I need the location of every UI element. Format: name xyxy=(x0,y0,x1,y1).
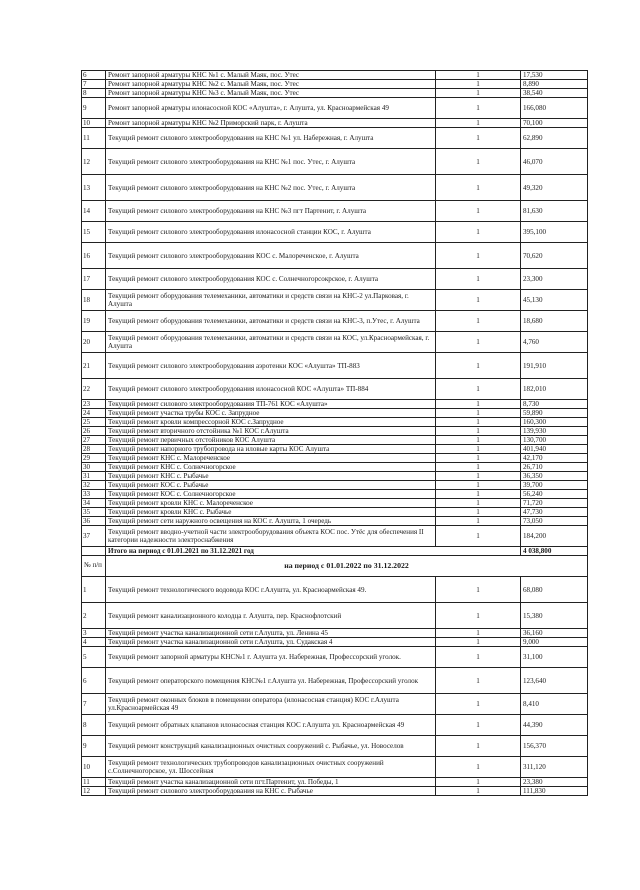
work-description: Текущий ремонт силового электрооборудования илонасосной станции КОС, г. Алушта xyxy=(106,222,436,243)
quantity: 1 xyxy=(436,379,521,400)
quantity: 1 xyxy=(436,71,521,80)
quantity: 1 xyxy=(436,418,521,427)
table-row xyxy=(82,629,588,638)
work-description: Текущий ремонт КНС с. Солнечногорское xyxy=(106,463,436,472)
table-row xyxy=(82,128,588,149)
repair-works-table xyxy=(81,70,588,796)
table-row xyxy=(82,149,588,175)
amount: 73,050 xyxy=(521,517,588,526)
amount: 23,380 xyxy=(521,778,588,787)
table-row xyxy=(82,715,588,736)
amount: 26,710 xyxy=(521,463,588,472)
work-description: Текущий ремонт участка канализационной сети г.Алушта, ул. Ленина 45 xyxy=(106,629,436,638)
row-number: 9 xyxy=(82,98,106,119)
table-row xyxy=(82,201,588,222)
quantity: 1 xyxy=(436,454,521,463)
work-description: Текущий ремонт силового электрооборудования на КНС с. Рыбачье xyxy=(106,787,436,796)
amount: 46,070 xyxy=(521,149,588,175)
table-row xyxy=(82,427,588,436)
table-row xyxy=(82,243,588,269)
amount: 45,130 xyxy=(521,290,588,311)
quantity: 1 xyxy=(436,715,521,736)
work-description: Текущий ремонт обратных клапанов илонасосная станция КОС г.Алушта ул. Красноармейская 49 xyxy=(106,715,436,736)
quantity: 1 xyxy=(436,668,521,694)
amount: 59,890 xyxy=(521,409,588,418)
amount: 49,320 xyxy=(521,175,588,201)
quantity: 1 xyxy=(436,80,521,89)
quantity: 1 xyxy=(436,463,521,472)
quantity: 1 xyxy=(436,736,521,757)
quantity: 1 xyxy=(436,98,521,119)
row-number: 12 xyxy=(82,149,106,175)
quantity: 1 xyxy=(436,400,521,409)
amount: 156,370 xyxy=(521,736,588,757)
row-number: 30 xyxy=(82,463,106,472)
row-number: 10 xyxy=(82,119,106,128)
amount: 184,200 xyxy=(521,526,588,547)
row-number: 31 xyxy=(82,472,106,481)
row-number: 35 xyxy=(82,508,106,517)
row-number: 20 xyxy=(82,332,106,353)
amount: 15,380 xyxy=(521,603,588,629)
work-description: Текущий ремонт кровли компрессорной КОС с.Запрудное xyxy=(106,418,436,427)
table-row xyxy=(82,445,588,454)
table-row xyxy=(82,647,588,668)
row-number: 24 xyxy=(82,409,106,418)
table-row xyxy=(82,577,588,603)
row-number: 32 xyxy=(82,481,106,490)
quantity: 1 xyxy=(436,222,521,243)
work-description: Текущий ремонт операторского помещения КНС№1 г.Алушта ул. Набережная, Профессорский уголок xyxy=(106,668,436,694)
table-row xyxy=(82,400,588,409)
period-title: на период с 01.01.2022 по 31.12.2022 xyxy=(106,556,588,577)
quantity: 1 xyxy=(436,629,521,638)
row-number: 23 xyxy=(82,400,106,409)
work-description: Текущий ремонт сети наружного освещения на КОС г. Алушта, 1 очередь xyxy=(106,517,436,526)
work-description: Текущий ремонт оборудования телемеханики, автоматики и средств связи на КОС, ул.Красноармейская, г. Алушта xyxy=(106,332,436,353)
total-label: Итого на период с 01.01.2021 по 31.12.2021 год xyxy=(106,547,521,556)
amount: 395,100 xyxy=(521,222,588,243)
amount: 123,640 xyxy=(521,668,588,694)
row-number: 11 xyxy=(82,778,106,787)
amount: 8,730 xyxy=(521,400,588,409)
total-value: 4 038,800 xyxy=(521,547,588,556)
work-description: Текущий ремонт участка канализационной сети пгт.Партенит, ул. Победы, 1 xyxy=(106,778,436,787)
row-number: 25 xyxy=(82,418,106,427)
table-row xyxy=(82,638,588,647)
row-number: 34 xyxy=(82,499,106,508)
quantity: 1 xyxy=(436,445,521,454)
amount: 70,620 xyxy=(521,243,588,269)
amount: 70,100 xyxy=(521,119,588,128)
row-number: 15 xyxy=(82,222,106,243)
table-row xyxy=(82,778,588,787)
table-row xyxy=(82,332,588,353)
quantity: 1 xyxy=(436,517,521,526)
quantity: 1 xyxy=(436,481,521,490)
work-description: Текущий ремонт силового электрооборудования КОС с. Солнечногорсокрское, г. Алушта xyxy=(106,269,436,290)
total-row xyxy=(82,547,588,556)
amount: 111,830 xyxy=(521,787,588,796)
table-row xyxy=(82,454,588,463)
empty-cell xyxy=(82,547,106,556)
amount: 9,000 xyxy=(521,638,588,647)
quantity: 1 xyxy=(436,472,521,481)
work-description: Текущий ремонт вторичного отстойника №1 КОС г.Алушта xyxy=(106,427,436,436)
table-row xyxy=(82,175,588,201)
work-description: Текущий ремонт напорного трубопровода на иловые карты КОС Алушта xyxy=(106,445,436,454)
row-number: 6 xyxy=(82,71,106,80)
amount: 47,730 xyxy=(521,508,588,517)
rows-2021 xyxy=(82,71,588,556)
table-row xyxy=(82,222,588,243)
work-description: Текущий ремонт КНС с. Малореченское xyxy=(106,454,436,463)
row-number: 14 xyxy=(82,201,106,222)
amount: 17,530 xyxy=(521,71,588,80)
row-number: 6 xyxy=(82,668,106,694)
row-number: 28 xyxy=(82,445,106,454)
table-row xyxy=(82,269,588,290)
work-description: Текущий ремонт оборудования телемеханики, автоматики и средств связи на КНС-2 ул.Парковая, г. Алушта xyxy=(106,290,436,311)
quantity: 1 xyxy=(436,89,521,98)
work-description: Ремонт запорной арматуры КНС №2 Приморский парк, г. Алушта xyxy=(106,119,436,128)
amount: 56,240 xyxy=(521,490,588,499)
work-description: Текущий ремонт запорной арматуры КНС№1 г. Алушта ул. Набережная, Профессорский уголок. xyxy=(106,647,436,668)
amount: 8,410 xyxy=(521,694,588,715)
row-number: 7 xyxy=(82,80,106,89)
quantity: 1 xyxy=(436,499,521,508)
amount: 44,390 xyxy=(521,715,588,736)
quantity: 1 xyxy=(436,427,521,436)
table-row xyxy=(82,98,588,119)
rows-2022 xyxy=(82,556,588,796)
table-row xyxy=(82,409,588,418)
work-description: Текущий ремонт оборудования телемеханики, автоматики и средств связи на КНС-3, п.Утес, г. Алушта xyxy=(106,311,436,332)
amount: 166,080 xyxy=(521,98,588,119)
quantity: 1 xyxy=(436,175,521,201)
amount: 4,760 xyxy=(521,332,588,353)
work-description: Текущий ремонт оконных блоков в помещении оператора (илонасосная станция) КОС г.Алушта ул.Красноармейская 49 xyxy=(106,694,436,715)
table-row xyxy=(82,694,588,715)
amount: 8,890 xyxy=(521,80,588,89)
quantity: 1 xyxy=(436,353,521,379)
table-row xyxy=(82,418,588,427)
quantity: 1 xyxy=(436,332,521,353)
row-number: 18 xyxy=(82,290,106,311)
row-number: 8 xyxy=(82,89,106,98)
table-row xyxy=(82,472,588,481)
quantity: 1 xyxy=(436,508,521,517)
work-description: Текущий ремонт технологических трубопроводов канализационных очистных сооружений с.Солнечногорское, ул. Шоссейная xyxy=(106,757,436,778)
work-description: Текущий ремонт силового электрооборудования КОС с. Малореченское, г. Алушта xyxy=(106,243,436,269)
row-number: 7 xyxy=(82,694,106,715)
work-description: Текущий ремонт участка канализационной сети г.Алушта, ул. Судакская 4 xyxy=(106,638,436,647)
table-row xyxy=(82,517,588,526)
amount: 36,160 xyxy=(521,629,588,638)
quantity: 1 xyxy=(436,490,521,499)
work-description: Текущий ремонт вводно-учетной части электрооборудования объекта КОС пос. Утёс для обеспечения II категории надежности электроснабжения xyxy=(106,526,436,547)
table-row xyxy=(82,353,588,379)
row-number: 27 xyxy=(82,436,106,445)
row-number: 22 xyxy=(82,379,106,400)
work-description: Текущий ремонт кровли КНС с. Малореченское xyxy=(106,499,436,508)
quantity: 1 xyxy=(436,647,521,668)
work-description: Текущий ремонт КОС с. Солнечногорское xyxy=(106,490,436,499)
amount: 81,630 xyxy=(521,201,588,222)
table-row xyxy=(82,71,588,80)
table-row xyxy=(82,603,588,629)
work-description: Текущий ремонт КОС с. Рыбачье xyxy=(106,481,436,490)
row-number: 5 xyxy=(82,647,106,668)
work-description: Текущий ремонт силового электрооборудования на КНС №1 ул. Набережная, г. Алушта xyxy=(106,128,436,149)
number-column-header: № п/п xyxy=(82,556,106,577)
work-description: Ремонт запорной арматуры КНС №1 с. Малый Маяк, пос. Утес xyxy=(106,71,436,80)
period-header-row xyxy=(82,556,588,577)
work-description: Текущий ремонт КНС с. Рыбачье xyxy=(106,472,436,481)
amount: 130,700 xyxy=(521,436,588,445)
row-number: 9 xyxy=(82,736,106,757)
row-number: 17 xyxy=(82,269,106,290)
amount: 38,540 xyxy=(521,89,588,98)
table-row xyxy=(82,290,588,311)
quantity: 1 xyxy=(436,787,521,796)
table-row xyxy=(82,526,588,547)
row-number: 37 xyxy=(82,526,106,547)
row-number: 2 xyxy=(82,603,106,629)
amount: 401,940 xyxy=(521,445,588,454)
quantity: 1 xyxy=(436,149,521,175)
table-row xyxy=(82,379,588,400)
work-description: Текущий ремонт конструкций канализационных очистных сооружений с. Рыбачье, ул. Новоселов xyxy=(106,736,436,757)
quantity: 1 xyxy=(436,757,521,778)
quantity: 1 xyxy=(436,269,521,290)
amount: 68,080 xyxy=(521,577,588,603)
table-row xyxy=(82,89,588,98)
row-number: 3 xyxy=(82,629,106,638)
row-number: 8 xyxy=(82,715,106,736)
amount: 18,680 xyxy=(521,311,588,332)
work-description: Текущий ремонт силового электрооборудования ТП-761 КОС «Алушта» xyxy=(106,400,436,409)
work-description: Текущий ремонт первичных отстойников КОС Алушта xyxy=(106,436,436,445)
amount: 39,700 xyxy=(521,481,588,490)
quantity: 1 xyxy=(436,778,521,787)
row-number: 26 xyxy=(82,427,106,436)
amount: 42,170 xyxy=(521,454,588,463)
quantity: 1 xyxy=(436,436,521,445)
amount: 311,120 xyxy=(521,757,588,778)
table-row xyxy=(82,787,588,796)
amount: 23,300 xyxy=(521,269,588,290)
quantity: 1 xyxy=(436,119,521,128)
table-row xyxy=(82,119,588,128)
amount: 31,100 xyxy=(521,647,588,668)
row-number: 4 xyxy=(82,638,106,647)
amount: 71,720 xyxy=(521,499,588,508)
work-description: Текущий ремонт технологического водовода КОС г.Алушта, ул. Красноармейская 49. xyxy=(106,577,436,603)
quantity: 1 xyxy=(436,638,521,647)
table-row xyxy=(82,668,588,694)
quantity: 1 xyxy=(436,409,521,418)
row-number: 33 xyxy=(82,490,106,499)
quantity: 1 xyxy=(436,311,521,332)
table-row xyxy=(82,80,588,89)
work-description: Текущий ремонт силового электрооборудования на КНС №3 пгт Партенит, г. Алушта xyxy=(106,201,436,222)
work-description: Текущий ремонт силового электрооборудования аэротенки КОС «Алушта» ТП-883 xyxy=(106,353,436,379)
table-row xyxy=(82,463,588,472)
table-row xyxy=(82,481,588,490)
row-number: 1 xyxy=(82,577,106,603)
row-number: 10 xyxy=(82,757,106,778)
table-row xyxy=(82,499,588,508)
row-number: 12 xyxy=(82,787,106,796)
quantity: 1 xyxy=(436,603,521,629)
work-description: Текущий ремонт кровли КНС с. Рыбачье xyxy=(106,508,436,517)
table-row xyxy=(82,311,588,332)
quantity: 1 xyxy=(436,243,521,269)
quantity: 1 xyxy=(436,694,521,715)
quantity: 1 xyxy=(436,128,521,149)
amount: 191,910 xyxy=(521,353,588,379)
work-description: Текущий ремонт силового электрооборудования на КНС №2 пос. Утес, г. Алушта xyxy=(106,175,436,201)
amount: 182,010 xyxy=(521,379,588,400)
amount: 62,890 xyxy=(521,128,588,149)
quantity: 1 xyxy=(436,577,521,603)
row-number: 11 xyxy=(82,128,106,149)
work-description: Ремонт запорной арматуры илонасосной КОС «Алушта», г. Алушта, ул. Красноармейская 49 xyxy=(106,98,436,119)
table-row xyxy=(82,490,588,499)
table-row xyxy=(82,736,588,757)
row-number: 21 xyxy=(82,353,106,379)
amount: 160,300 xyxy=(521,418,588,427)
document-page xyxy=(81,70,578,796)
table-row xyxy=(82,508,588,517)
quantity: 1 xyxy=(436,290,521,311)
work-description: Текущий ремонт канализационного колодца г. Алушта, пер. Краснофлотский xyxy=(106,603,436,629)
row-number: 36 xyxy=(82,517,106,526)
work-description: Ремонт запорной арматуры КНС №2 с. Малый Маяк, пос. Утес xyxy=(106,80,436,89)
quantity: 1 xyxy=(436,201,521,222)
table-row xyxy=(82,436,588,445)
quantity: 1 xyxy=(436,526,521,547)
work-description: Текущий ремонт силового электрооборудования на КНС №1 пос. Утес, г. Алушта xyxy=(106,149,436,175)
row-number: 13 xyxy=(82,175,106,201)
work-description: Текущий ремонт участка трубы КОС с. Запрудное xyxy=(106,409,436,418)
amount: 139,930 xyxy=(521,427,588,436)
work-description: Ремонт запорной арматуры КНС №3 с. Малый Маяк, пос. Утес xyxy=(106,89,436,98)
row-number: 19 xyxy=(82,311,106,332)
table-row xyxy=(82,757,588,778)
amount: 36,350 xyxy=(521,472,588,481)
row-number: 16 xyxy=(82,243,106,269)
work-description: Текущий ремонт силового электрооборудования илонасосной КОС «Алушта» ТП-884 xyxy=(106,379,436,400)
row-number: 29 xyxy=(82,454,106,463)
